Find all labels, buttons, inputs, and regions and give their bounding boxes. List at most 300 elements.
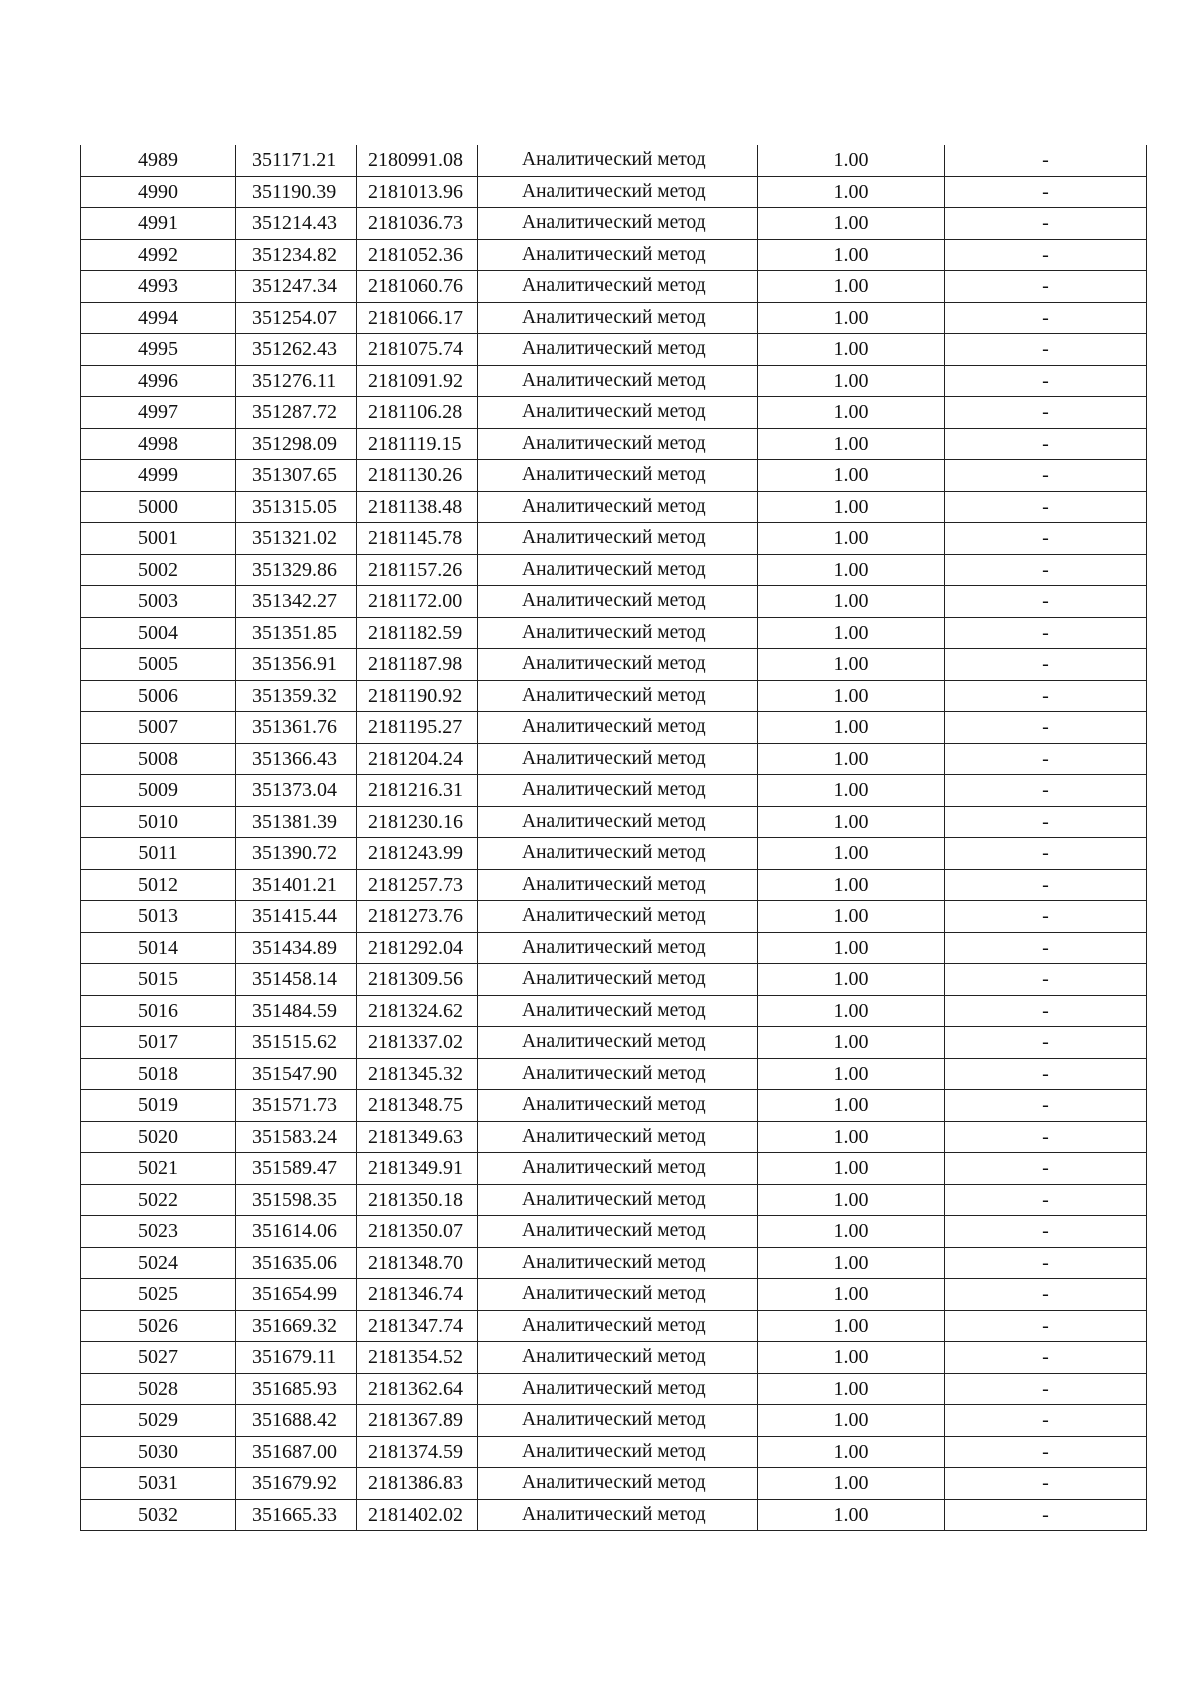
x-coordinate-cell: 351171.21 xyxy=(236,145,357,176)
x-coordinate-cell: 351214.43 xyxy=(236,208,357,240)
y-coordinate-cell: 2181348.70 xyxy=(357,1247,478,1279)
y-coordinate-cell: 2181346.74 xyxy=(357,1279,478,1311)
y-coordinate-cell: 2181402.02 xyxy=(357,1499,478,1531)
point-number-cell: 5007 xyxy=(81,712,236,744)
method-cell: Аналитический метод xyxy=(478,649,758,681)
point-number-cell: 4992 xyxy=(81,239,236,271)
point-number-cell: 5026 xyxy=(81,1310,236,1342)
table-row xyxy=(81,1090,1147,1122)
table-row xyxy=(81,1373,1147,1405)
accuracy-cell: 1.00 xyxy=(758,523,945,555)
table-row xyxy=(81,1499,1147,1531)
table-row xyxy=(81,1027,1147,1059)
description-cell: - xyxy=(945,1279,1147,1311)
point-number-cell: 4997 xyxy=(81,397,236,429)
x-coordinate-cell: 351390.72 xyxy=(236,838,357,870)
point-number-cell: 5019 xyxy=(81,1090,236,1122)
x-coordinate-cell: 351361.76 xyxy=(236,712,357,744)
description-cell: - xyxy=(945,680,1147,712)
table-row xyxy=(81,1405,1147,1437)
description-cell: - xyxy=(945,523,1147,555)
method-cell: Аналитический метод xyxy=(478,239,758,271)
accuracy-cell: 1.00 xyxy=(758,1153,945,1185)
y-coordinate-cell: 2181345.32 xyxy=(357,1058,478,1090)
x-coordinate-cell: 351679.92 xyxy=(236,1468,357,1500)
point-number-cell: 4996 xyxy=(81,365,236,397)
description-cell: - xyxy=(945,208,1147,240)
table-row xyxy=(81,491,1147,523)
x-coordinate-cell: 351614.06 xyxy=(236,1216,357,1248)
table-row xyxy=(81,806,1147,838)
description-cell: - xyxy=(945,1468,1147,1500)
point-number-cell: 5030 xyxy=(81,1436,236,1468)
table-row xyxy=(81,334,1147,366)
y-coordinate-cell: 2181172.00 xyxy=(357,586,478,618)
x-coordinate-cell: 351262.43 xyxy=(236,334,357,366)
table-row xyxy=(81,145,1147,176)
point-number-cell: 5003 xyxy=(81,586,236,618)
accuracy-cell: 1.00 xyxy=(758,1342,945,1374)
x-coordinate-cell: 351254.07 xyxy=(236,302,357,334)
method-cell: Аналитический метод xyxy=(478,302,758,334)
x-coordinate-cell: 351287.72 xyxy=(236,397,357,429)
y-coordinate-cell: 2181350.18 xyxy=(357,1184,478,1216)
y-coordinate-cell: 2181362.64 xyxy=(357,1373,478,1405)
accuracy-cell: 1.00 xyxy=(758,365,945,397)
point-number-cell: 5021 xyxy=(81,1153,236,1185)
point-number-cell: 4998 xyxy=(81,428,236,460)
table-row xyxy=(81,680,1147,712)
table-row xyxy=(81,397,1147,429)
accuracy-cell: 1.00 xyxy=(758,554,945,586)
x-coordinate-cell: 351598.35 xyxy=(236,1184,357,1216)
x-coordinate-cell: 351685.93 xyxy=(236,1373,357,1405)
y-coordinate-cell: 2181243.99 xyxy=(357,838,478,870)
point-number-cell: 5015 xyxy=(81,964,236,996)
description-cell: - xyxy=(945,176,1147,208)
point-number-cell: 5002 xyxy=(81,554,236,586)
y-coordinate-cell: 2181091.92 xyxy=(357,365,478,397)
point-number-cell: 5005 xyxy=(81,649,236,681)
method-cell: Аналитический метод xyxy=(478,1499,758,1531)
accuracy-cell: 1.00 xyxy=(758,1216,945,1248)
x-coordinate-cell: 351434.89 xyxy=(236,932,357,964)
y-coordinate-cell: 2181066.17 xyxy=(357,302,478,334)
accuracy-cell: 1.00 xyxy=(758,1090,945,1122)
accuracy-cell: 1.00 xyxy=(758,428,945,460)
y-coordinate-cell: 2181347.74 xyxy=(357,1310,478,1342)
x-coordinate-cell: 351321.02 xyxy=(236,523,357,555)
method-cell: Аналитический метод xyxy=(478,1121,758,1153)
method-cell: Аналитический метод xyxy=(478,743,758,775)
method-cell: Аналитический метод xyxy=(478,1373,758,1405)
y-coordinate-cell: 2181386.83 xyxy=(357,1468,478,1500)
x-coordinate-cell: 351571.73 xyxy=(236,1090,357,1122)
y-coordinate-cell: 2181182.59 xyxy=(357,617,478,649)
description-cell: - xyxy=(945,460,1147,492)
x-coordinate-cell: 351329.86 xyxy=(236,554,357,586)
accuracy-cell: 1.00 xyxy=(758,649,945,681)
description-cell: - xyxy=(945,1247,1147,1279)
point-number-cell: 5029 xyxy=(81,1405,236,1437)
point-number-cell: 4995 xyxy=(81,334,236,366)
table-row xyxy=(81,1121,1147,1153)
x-coordinate-cell: 351458.14 xyxy=(236,964,357,996)
table-row xyxy=(81,586,1147,618)
description-cell: - xyxy=(945,932,1147,964)
x-coordinate-cell: 351351.85 xyxy=(236,617,357,649)
x-coordinate-cell: 351315.05 xyxy=(236,491,357,523)
x-coordinate-cell: 351190.39 xyxy=(236,176,357,208)
y-coordinate-cell: 2181374.59 xyxy=(357,1436,478,1468)
y-coordinate-cell: 2181145.78 xyxy=(357,523,478,555)
accuracy-cell: 1.00 xyxy=(758,617,945,649)
x-coordinate-cell: 351381.39 xyxy=(236,806,357,838)
point-number-cell: 5032 xyxy=(81,1499,236,1531)
table-row xyxy=(81,208,1147,240)
description-cell: - xyxy=(945,1058,1147,1090)
point-number-cell: 5022 xyxy=(81,1184,236,1216)
accuracy-cell: 1.00 xyxy=(758,1247,945,1279)
x-coordinate-cell: 351583.24 xyxy=(236,1121,357,1153)
accuracy-cell: 1.00 xyxy=(758,806,945,838)
accuracy-cell: 1.00 xyxy=(758,397,945,429)
y-coordinate-cell: 2181230.16 xyxy=(357,806,478,838)
table-row xyxy=(81,271,1147,303)
point-number-cell: 4991 xyxy=(81,208,236,240)
y-coordinate-cell: 2181187.98 xyxy=(357,649,478,681)
table-row xyxy=(81,932,1147,964)
table-row xyxy=(81,901,1147,933)
point-number-cell: 4989 xyxy=(81,145,236,176)
description-cell: - xyxy=(945,586,1147,618)
method-cell: Аналитический метод xyxy=(478,775,758,807)
accuracy-cell: 1.00 xyxy=(758,176,945,208)
description-cell: - xyxy=(945,491,1147,523)
y-coordinate-cell: 2181060.76 xyxy=(357,271,478,303)
x-coordinate-cell: 351687.00 xyxy=(236,1436,357,1468)
y-coordinate-cell: 2181273.76 xyxy=(357,901,478,933)
description-cell: - xyxy=(945,1121,1147,1153)
y-coordinate-cell: 2181106.28 xyxy=(357,397,478,429)
y-coordinate-cell: 2181367.89 xyxy=(357,1405,478,1437)
y-coordinate-cell: 2181354.52 xyxy=(357,1342,478,1374)
description-cell: - xyxy=(945,1499,1147,1531)
point-number-cell: 5020 xyxy=(81,1121,236,1153)
y-coordinate-cell: 2181349.63 xyxy=(357,1121,478,1153)
description-cell: - xyxy=(945,1027,1147,1059)
description-cell: - xyxy=(945,617,1147,649)
point-number-cell: 5017 xyxy=(81,1027,236,1059)
accuracy-cell: 1.00 xyxy=(758,901,945,933)
accuracy-cell: 1.00 xyxy=(758,1121,945,1153)
x-coordinate-cell: 351401.21 xyxy=(236,869,357,901)
x-coordinate-cell: 351589.47 xyxy=(236,1153,357,1185)
method-cell: Аналитический метод xyxy=(478,334,758,366)
point-number-cell: 5031 xyxy=(81,1468,236,1500)
point-number-cell: 5028 xyxy=(81,1373,236,1405)
description-cell: - xyxy=(945,1405,1147,1437)
y-coordinate-cell: 2181130.26 xyxy=(357,460,478,492)
method-cell: Аналитический метод xyxy=(478,145,758,176)
method-cell: Аналитический метод xyxy=(478,1342,758,1374)
x-coordinate-cell: 351359.32 xyxy=(236,680,357,712)
table-row xyxy=(81,617,1147,649)
method-cell: Аналитический метод xyxy=(478,806,758,838)
accuracy-cell: 1.00 xyxy=(758,995,945,1027)
table-row xyxy=(81,554,1147,586)
description-cell: - xyxy=(945,838,1147,870)
description-cell: - xyxy=(945,554,1147,586)
description-cell: - xyxy=(945,806,1147,838)
method-cell: Аналитический метод xyxy=(478,554,758,586)
y-coordinate-cell: 2181075.74 xyxy=(357,334,478,366)
point-number-cell: 5014 xyxy=(81,932,236,964)
description-cell: - xyxy=(945,743,1147,775)
x-coordinate-cell: 351276.11 xyxy=(236,365,357,397)
method-cell: Аналитический метод xyxy=(478,1090,758,1122)
method-cell: Аналитический метод xyxy=(478,932,758,964)
point-number-cell: 4994 xyxy=(81,302,236,334)
accuracy-cell: 1.00 xyxy=(758,1468,945,1500)
x-coordinate-cell: 351669.32 xyxy=(236,1310,357,1342)
table-row xyxy=(81,239,1147,271)
description-cell: - xyxy=(945,869,1147,901)
accuracy-cell: 1.00 xyxy=(758,1058,945,1090)
table-row xyxy=(81,1247,1147,1279)
y-coordinate-cell: 2180991.08 xyxy=(357,145,478,176)
point-number-cell: 5016 xyxy=(81,995,236,1027)
point-number-cell: 5013 xyxy=(81,901,236,933)
table-row xyxy=(81,1436,1147,1468)
table-row xyxy=(81,869,1147,901)
table-row xyxy=(81,1058,1147,1090)
method-cell: Аналитический метод xyxy=(478,1247,758,1279)
table-row xyxy=(81,1216,1147,1248)
y-coordinate-cell: 2181036.73 xyxy=(357,208,478,240)
method-cell: Аналитический метод xyxy=(478,712,758,744)
y-coordinate-cell: 2181348.75 xyxy=(357,1090,478,1122)
method-cell: Аналитический метод xyxy=(478,428,758,460)
accuracy-cell: 1.00 xyxy=(758,680,945,712)
coordinates-table-body xyxy=(81,145,1147,1531)
table-row xyxy=(81,1279,1147,1311)
x-coordinate-cell: 351247.34 xyxy=(236,271,357,303)
table-row xyxy=(81,302,1147,334)
description-cell: - xyxy=(945,1310,1147,1342)
y-coordinate-cell: 2181204.24 xyxy=(357,743,478,775)
method-cell: Аналитический метод xyxy=(478,617,758,649)
description-cell: - xyxy=(945,397,1147,429)
x-coordinate-cell: 351547.90 xyxy=(236,1058,357,1090)
table-row xyxy=(81,1184,1147,1216)
accuracy-cell: 1.00 xyxy=(758,586,945,618)
accuracy-cell: 1.00 xyxy=(758,1405,945,1437)
y-coordinate-cell: 2181349.91 xyxy=(357,1153,478,1185)
table-row xyxy=(81,1468,1147,1500)
y-coordinate-cell: 2181309.56 xyxy=(357,964,478,996)
table-row xyxy=(81,523,1147,555)
point-number-cell: 5000 xyxy=(81,491,236,523)
point-number-cell: 5001 xyxy=(81,523,236,555)
x-coordinate-cell: 351679.11 xyxy=(236,1342,357,1374)
method-cell: Аналитический метод xyxy=(478,523,758,555)
method-cell: Аналитический метод xyxy=(478,460,758,492)
accuracy-cell: 1.00 xyxy=(758,1027,945,1059)
accuracy-cell: 1.00 xyxy=(758,334,945,366)
point-number-cell: 5023 xyxy=(81,1216,236,1248)
method-cell: Аналитический метод xyxy=(478,365,758,397)
point-number-cell: 5009 xyxy=(81,775,236,807)
x-coordinate-cell: 351635.06 xyxy=(236,1247,357,1279)
accuracy-cell: 1.00 xyxy=(758,775,945,807)
description-cell: - xyxy=(945,964,1147,996)
table-row xyxy=(81,1342,1147,1374)
method-cell: Аналитический метод xyxy=(478,680,758,712)
point-number-cell: 5011 xyxy=(81,838,236,870)
y-coordinate-cell: 2181138.48 xyxy=(357,491,478,523)
table-row xyxy=(81,743,1147,775)
description-cell: - xyxy=(945,239,1147,271)
table-row xyxy=(81,995,1147,1027)
description-cell: - xyxy=(945,1436,1147,1468)
accuracy-cell: 1.00 xyxy=(758,1499,945,1531)
table-row xyxy=(81,176,1147,208)
y-coordinate-cell: 2181190.92 xyxy=(357,680,478,712)
method-cell: Аналитический метод xyxy=(478,397,758,429)
accuracy-cell: 1.00 xyxy=(758,1279,945,1311)
description-cell: - xyxy=(945,334,1147,366)
accuracy-cell: 1.00 xyxy=(758,239,945,271)
accuracy-cell: 1.00 xyxy=(758,932,945,964)
x-coordinate-cell: 351298.09 xyxy=(236,428,357,460)
description-cell: - xyxy=(945,1153,1147,1185)
y-coordinate-cell: 2181337.02 xyxy=(357,1027,478,1059)
accuracy-cell: 1.00 xyxy=(758,145,945,176)
method-cell: Аналитический метод xyxy=(478,964,758,996)
table-row xyxy=(81,838,1147,870)
accuracy-cell: 1.00 xyxy=(758,208,945,240)
x-coordinate-cell: 351366.43 xyxy=(236,743,357,775)
point-number-cell: 5012 xyxy=(81,869,236,901)
method-cell: Аналитический метод xyxy=(478,271,758,303)
description-cell: - xyxy=(945,145,1147,176)
accuracy-cell: 1.00 xyxy=(758,1184,945,1216)
accuracy-cell: 1.00 xyxy=(758,1436,945,1468)
point-number-cell: 5010 xyxy=(81,806,236,838)
x-coordinate-cell: 351342.27 xyxy=(236,586,357,618)
description-cell: - xyxy=(945,712,1147,744)
description-cell: - xyxy=(945,1373,1147,1405)
x-coordinate-cell: 351415.44 xyxy=(236,901,357,933)
accuracy-cell: 1.00 xyxy=(758,1373,945,1405)
y-coordinate-cell: 2181119.15 xyxy=(357,428,478,460)
accuracy-cell: 1.00 xyxy=(758,869,945,901)
method-cell: Аналитический метод xyxy=(478,1153,758,1185)
table-row xyxy=(81,712,1147,744)
point-number-cell: 5004 xyxy=(81,617,236,649)
y-coordinate-cell: 2181157.26 xyxy=(357,554,478,586)
x-coordinate-cell: 351484.59 xyxy=(236,995,357,1027)
accuracy-cell: 1.00 xyxy=(758,712,945,744)
point-number-cell: 4990 xyxy=(81,176,236,208)
table-row xyxy=(81,1153,1147,1185)
method-cell: Аналитический метод xyxy=(478,1405,758,1437)
method-cell: Аналитический метод xyxy=(478,869,758,901)
method-cell: Аналитический метод xyxy=(478,995,758,1027)
description-cell: - xyxy=(945,1342,1147,1374)
method-cell: Аналитический метод xyxy=(478,1027,758,1059)
method-cell: Аналитический метод xyxy=(478,1279,758,1311)
accuracy-cell: 1.00 xyxy=(758,491,945,523)
description-cell: - xyxy=(945,302,1147,334)
description-cell: - xyxy=(945,271,1147,303)
method-cell: Аналитический метод xyxy=(478,208,758,240)
description-cell: - xyxy=(945,365,1147,397)
method-cell: Аналитический метод xyxy=(478,1184,758,1216)
method-cell: Аналитический метод xyxy=(478,901,758,933)
description-cell: - xyxy=(945,1216,1147,1248)
coordinates-table xyxy=(80,145,1147,1531)
method-cell: Аналитический метод xyxy=(478,586,758,618)
x-coordinate-cell: 351654.99 xyxy=(236,1279,357,1311)
y-coordinate-cell: 2181292.04 xyxy=(357,932,478,964)
description-cell: - xyxy=(945,428,1147,460)
method-cell: Аналитический метод xyxy=(478,1436,758,1468)
accuracy-cell: 1.00 xyxy=(758,1310,945,1342)
description-cell: - xyxy=(945,901,1147,933)
table-row xyxy=(81,1310,1147,1342)
method-cell: Аналитический метод xyxy=(478,1310,758,1342)
point-number-cell: 5025 xyxy=(81,1279,236,1311)
x-coordinate-cell: 351234.82 xyxy=(236,239,357,271)
point-number-cell: 4999 xyxy=(81,460,236,492)
method-cell: Аналитический метод xyxy=(478,176,758,208)
y-coordinate-cell: 2181013.96 xyxy=(357,176,478,208)
table-row xyxy=(81,964,1147,996)
table-row xyxy=(81,775,1147,807)
method-cell: Аналитический метод xyxy=(478,1058,758,1090)
method-cell: Аналитический метод xyxy=(478,838,758,870)
x-coordinate-cell: 351373.04 xyxy=(236,775,357,807)
x-coordinate-cell: 351665.33 xyxy=(236,1499,357,1531)
y-coordinate-cell: 2181052.36 xyxy=(357,239,478,271)
table-row xyxy=(81,365,1147,397)
description-cell: - xyxy=(945,775,1147,807)
accuracy-cell: 1.00 xyxy=(758,460,945,492)
method-cell: Аналитический метод xyxy=(478,491,758,523)
accuracy-cell: 1.00 xyxy=(758,964,945,996)
description-cell: - xyxy=(945,1090,1147,1122)
point-number-cell: 4993 xyxy=(81,271,236,303)
point-number-cell: 5024 xyxy=(81,1247,236,1279)
description-cell: - xyxy=(945,649,1147,681)
y-coordinate-cell: 2181195.27 xyxy=(357,712,478,744)
x-coordinate-cell: 351307.65 xyxy=(236,460,357,492)
accuracy-cell: 1.00 xyxy=(758,302,945,334)
point-number-cell: 5008 xyxy=(81,743,236,775)
table-row xyxy=(81,460,1147,492)
x-coordinate-cell: 351688.42 xyxy=(236,1405,357,1437)
x-coordinate-cell: 351356.91 xyxy=(236,649,357,681)
table-row xyxy=(81,649,1147,681)
y-coordinate-cell: 2181324.62 xyxy=(357,995,478,1027)
accuracy-cell: 1.00 xyxy=(758,743,945,775)
accuracy-cell: 1.00 xyxy=(758,838,945,870)
accuracy-cell: 1.00 xyxy=(758,271,945,303)
y-coordinate-cell: 2181257.73 xyxy=(357,869,478,901)
point-number-cell: 5027 xyxy=(81,1342,236,1374)
